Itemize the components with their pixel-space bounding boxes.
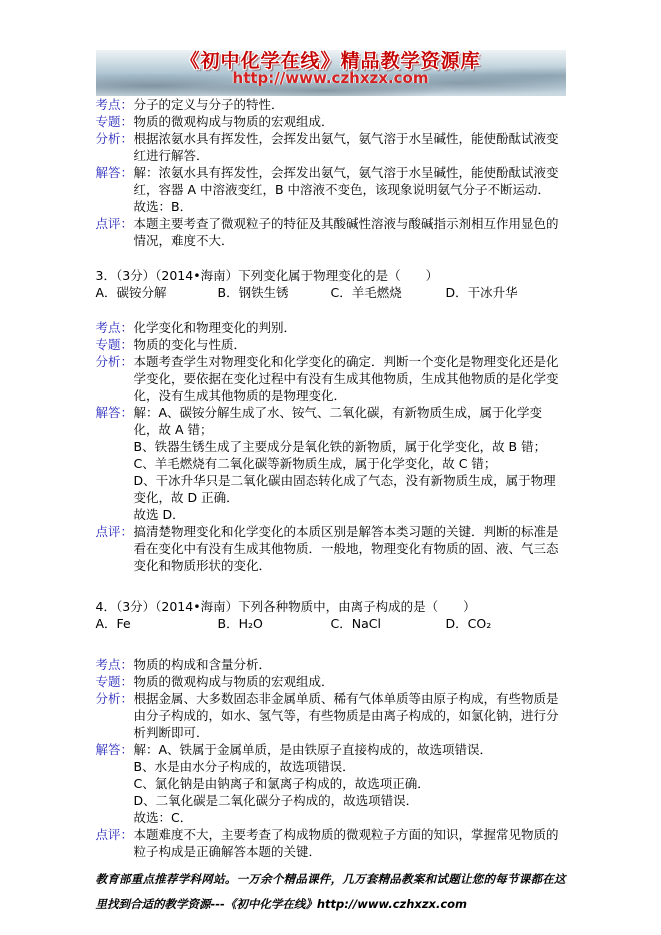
dianping-row — [96, 826, 566, 860]
kaodian-label: 考点： — [95, 657, 134, 672]
zhuanti-label: 专题： — [95, 337, 134, 352]
option-a: A．Fe — [95, 616, 131, 631]
question2-analysis-block — [96, 96, 566, 249]
jieda-text — [134, 404, 566, 523]
fenxi-label: 分析： — [95, 354, 134, 369]
kaodian-text: 分子的定义与分子的特性． — [133, 97, 284, 112]
kaodian-text: 化学变化和物理变化的判别． — [133, 320, 297, 335]
dianping-text: 搞清楚物理变化和化学变化的本质区别是解答本类习题的关键．判断的标准是看在变化中有没有生成其他物质．一般地，物理变化有物质的固、液、气三态变化和物质形状的变化． — [133, 524, 559, 573]
document-page — [96, 0, 566, 917]
jieda-line-a: 解：A、铁属于金属单质，是由铁原子直接构成的，故选项错误． — [133, 742, 493, 757]
site-banner — [96, 50, 566, 96]
kaodian-text: 物质的构成和含量分析． — [133, 657, 272, 672]
fenxi-text: 根据金属、大多数固态非金属单质、稀有气体单质等由原子构成，有些物质是由分子构成的，如水、氢气等，有些物质是由离子构成的，如氯化钠，进行分析判断即可． — [133, 691, 559, 740]
fenxi-label: 分析： — [95, 131, 134, 146]
kaodian-label: 考点： — [95, 97, 134, 112]
banner-url-link[interactable]: http://www.czhxzx.com — [232, 69, 429, 87]
fenxi-text: 本题考查学生对物理变化和化学变化的确定．判断一个变化是物理变化还是化学变化，要依据在变化过程中有没有生成其他物质，生成其他物质的是化学变化，没有生成其他物质的是物理变化． — [133, 354, 559, 403]
zhuanti-row — [96, 113, 566, 130]
option-c: C．羊毛燃烧 — [330, 285, 402, 300]
jieda-label: 解答： — [95, 742, 134, 757]
question4-analysis-block — [96, 656, 566, 860]
zhuanti-label: 专题： — [95, 114, 134, 129]
zhuanti-row — [96, 336, 566, 353]
jieda-line-d: D、干冰升华只是二氧化碳由固态转化成了气态，没有新物质生成，属于物理变化，故 D 正确． — [133, 473, 556, 505]
kaodian-label: 考点： — [95, 320, 134, 335]
jieda-row — [96, 164, 566, 215]
option-d: D．干冰升华 — [445, 285, 518, 300]
option-b: B．钢铁生锈 — [217, 285, 289, 300]
fenxi-label: 分析： — [95, 691, 134, 706]
kaodian-row — [96, 656, 566, 673]
dianping-text: 本题难度不大，主要考查了构成物质的微观粒子方面的知识，掌握常见物质的粒子构成是正确解答本题的关键． — [133, 827, 559, 859]
jieda-answer-line: 故选：C． — [133, 810, 193, 825]
zhuanti-row — [96, 673, 566, 690]
fenxi-row — [96, 353, 566, 404]
jieda-line: 解：浓氨水具有挥发性，会挥发出氨气，氨气溶于水呈碱性，能使酚酞试液变红，容器 A 中溶液变红，B 中溶液不变色，该现象说明氨气分子不断运动． — [133, 165, 559, 197]
jieda-label: 解答： — [95, 405, 134, 420]
jieda-answer-line: 故选：B． — [133, 199, 193, 214]
dianping-label: 点评： — [95, 524, 134, 539]
fenxi-row — [96, 130, 566, 164]
jieda-line-d: D、二氧化碳是二氧化碳分子构成的，故选项错误． — [133, 793, 419, 808]
question3-options — [96, 284, 566, 301]
kaodian-row — [96, 319, 566, 336]
jieda-row — [96, 404, 566, 523]
jieda-line-b: B、铁器生锈生成了主要成分是氧化铁的新物质，属于化学变化，故 B 错； — [133, 439, 547, 454]
option-c: C．NaCl — [330, 616, 381, 631]
dianping-text: 本题主要考查了微观粒子的特征及其酸碱性溶液与酸碱指示剂相互作用显色的情况，难度不大． — [133, 216, 559, 248]
zhuanti-label: 专题： — [95, 674, 134, 689]
option-b: B．H₂O — [217, 616, 263, 631]
question4-title: 4．（3分）（2014•海南）下列各种物质中，由离子构成的是（ ） — [95, 599, 476, 614]
footer-promo-text: 教育部重点推荐学科网站。一万余个精品课件，几万套精品教案和试题让您的每节课都在这里找到合适的教学资源---《初中化学在线》http://www.czhxzx.com — [95, 872, 566, 911]
jieda-label: 解答： — [95, 165, 134, 180]
question4-options — [96, 615, 566, 632]
question3-analysis-block — [96, 319, 566, 574]
jieda-line-c: C、氯化钠是由钠离子和氯离子构成的，故选项正确． — [133, 776, 430, 791]
dianping-row — [96, 215, 566, 249]
jieda-row — [96, 741, 566, 826]
dianping-row — [96, 523, 566, 574]
zhuanti-text: 物质的微观构成与物质的宏观组成． — [133, 114, 334, 129]
jieda-answer-line: 故选 D． — [133, 507, 185, 522]
jieda-line-b: B、水是由水分子构成的，故选项错误． — [133, 759, 355, 774]
jieda-line-a: 解：A、碳铵分解生成了水、铵气、二氧化碳，有新物质生成，属于化学变化，故 A 错； — [133, 405, 543, 437]
option-d: D．CO₂ — [445, 616, 492, 631]
option-a: A．碳铵分解 — [95, 285, 167, 300]
fenxi-row — [96, 690, 566, 741]
kaodian-row — [96, 96, 566, 113]
dianping-label: 点评： — [95, 827, 134, 842]
zhuanti-text: 物质的微观构成与物质的宏观组成． — [133, 674, 334, 689]
jieda-text — [134, 164, 566, 215]
question3-title: 3．（3分）（2014•海南）下列变化属于物理变化的是（ ） — [95, 268, 439, 283]
jieda-text — [134, 741, 566, 826]
zhuanti-text: 物质的变化与性质． — [133, 337, 247, 352]
jieda-line-c: C、羊毛燃烧有二氧化碳等新物质生成，属于化学变化，故 C 错； — [133, 456, 497, 471]
banner-title: 《初中化学在线》精品教学资源库 — [180, 50, 481, 72]
dianping-label: 点评： — [95, 216, 134, 231]
fenxi-text: 根据浓氨水具有挥发性，会挥发出氨气，氨气溶于水呈碱性，能使酚酞试液变红进行解答． — [133, 131, 559, 163]
